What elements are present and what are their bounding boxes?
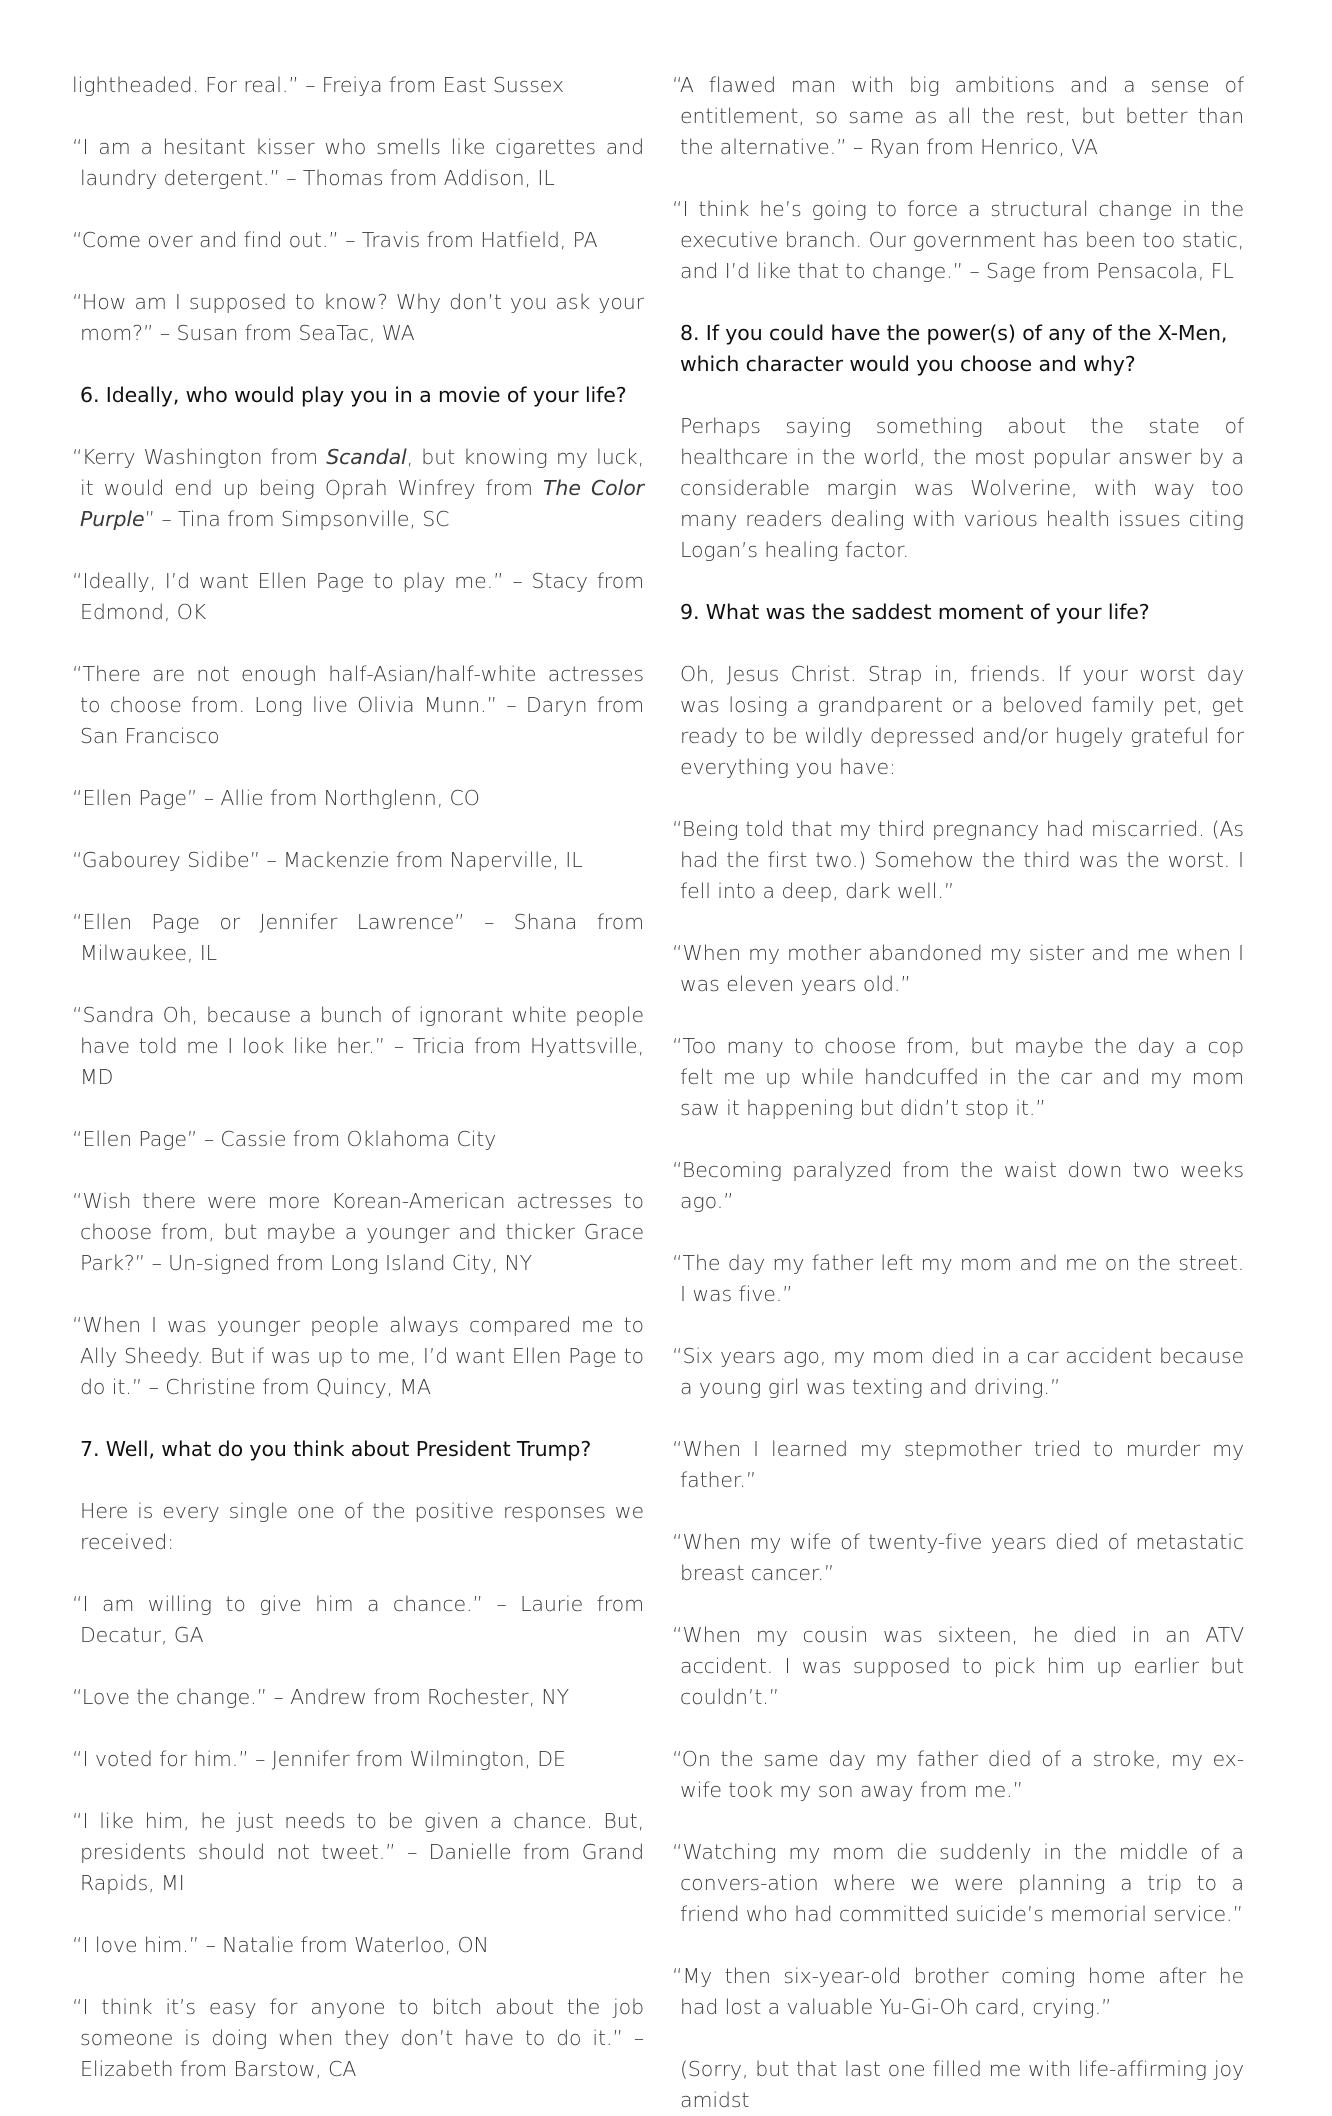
question-6-heading: 6. Ideally, who would play you in a movie of your life?: [80, 383, 627, 407]
quote-yugioh: “My then six-year-old brother coming home after he had lost a valuable Yu-Gi-Oh card, crying.”: [672, 1964, 1244, 2019]
quote-car-accident: “Six years ago, my mom died in a car accident because a young girl was texting and driving.”: [672, 1344, 1244, 1399]
quote-miscarriage: “Being told that my third pregnancy had miscarried. (As had the first two.) Somehow the third was the worst. I fell into a deep, dark well.”: [672, 817, 1244, 903]
quote-shana: “Ellen Page or Jennifer Lawrence” – Shana from Milwaukee, IL: [72, 910, 644, 965]
quote-allie: “Ellen Page” – Allie from Northglenn, CO: [72, 786, 480, 810]
quote-natalie: “I love him.” – Natalie from Waterloo, ON: [72, 1933, 489, 1957]
quote-tina: [72, 442, 644, 535]
quote-travis: “Come over and find out.” – Travis from Hatfield, PA: [72, 228, 598, 252]
quote-sage: “I think he’s going to force a structural change in the executive branch. Our government has been too static, and I’d like that to change.” – Sage from Pensacola, FL: [672, 197, 1244, 283]
quote-danielle: “I like him, he just needs to be given a chance. But, presidents should not tweet.” – Danielle from Grand Rapids, MI: [72, 1809, 644, 1895]
quote-tricia: “Sandra Oh, because a bunch of ignorant white people have told me I look like her.” – Tricia from Hyattsville, MD: [72, 1003, 644, 1089]
question-8-heading: 8. If you could have the power(s) of any of the X-Men, which character would you choose and why?: [680, 321, 1228, 376]
left-column: [72, 70, 644, 2085]
quote-wife-cancer: “When my wife of twenty-five years died of metastatic breast cancer.”: [672, 1530, 1244, 1585]
quote-susan: “How am I supposed to know? Why don’t you ask your mom?” – Susan from SeaTac, WA: [72, 290, 644, 345]
quote-andrew: “Love the change.” – Andrew from Rochester, NY: [72, 1685, 570, 1709]
quote-unsigned: “Wish there were more Korean-American actresses to choose from, but maybe a younger and thicker Grace Park?” – Un-signed from Long Island City, NY: [72, 1189, 644, 1275]
quote-christine: “When I was younger people always compared me to Ally Sheedy. But if was up to me, I’d want Ellen Page to do it.” – Christine from Quincy, MA: [72, 1313, 644, 1399]
question-9-intro: Oh, Jesus Christ. Strap in, friends. If your worst day was losing a grandparent or a beloved family pet, get ready to be wildly depressed and/or hugely grateful for everything you have:: [680, 662, 1244, 779]
quote-tina-part-3: ” – Tina from Simpsonville, SC: [144, 507, 450, 531]
quote-abandoned: “When my mother abandoned my sister and me when I was eleven years old.”: [672, 941, 1244, 996]
quote-tina-part-2: , but knowing my luck, it would end up being Oprah Winfrey from: [80, 445, 644, 500]
quote-stacy: “Ideally, I’d want Ellen Page to play me.” – Stacy from Edmond, OK: [72, 569, 644, 624]
quote-mom-conversation: “Watching my mom die suddenly in the middle of a convers-ation where we were planning a trip to a friend who had committed suicide’s memorial service.”: [672, 1840, 1244, 1926]
quote-elizabeth: “I think it’s easy for anyone to bitch about the job someone is doing when they don’t have to do it.” – Elizabeth from Barstow, CA: [72, 1995, 644, 2081]
question-9-heading: 9. What was the saddest moment of your life?: [680, 600, 1150, 624]
quote-ryan: “A flawed man with big ambitions and a sense of entitlement, so same as all the rest, but better than the alternative.” – Ryan from Henrico, VA: [672, 73, 1244, 159]
quote-cousin-atv: “When my cousin was sixteen, he died in an ATV accident. I was supposed to pick him up earlier but couldn’t.”: [672, 1623, 1244, 1709]
question-8-answer: Perhaps saying something about the state of healthcare in the world, the most popular answer by a considerable margin was Wolverine, with way too many readers dealing with various health issues citing Logan’s healing factor.: [680, 414, 1244, 562]
quote-tina-title-color-purple: The Color Purple: [80, 476, 644, 531]
quote-father-left: “The day my father left my mom and me on the street. I was five.”: [672, 1251, 1244, 1306]
quote-paralyzed: “Becoming paralyzed from the waist down two weeks ago.”: [672, 1158, 1244, 1213]
quote-stepmother: “When I learned my stepmother tried to murder my father.”: [672, 1437, 1244, 1492]
quote-cassie: “Ellen Page” – Cassie from Oklahoma City: [72, 1127, 497, 1151]
quote-mackenzie: “Gabourey Sidibe” – Mackenzie from Naperville, IL: [72, 848, 583, 872]
quote-cop: “Too many to choose from, but maybe the day a cop felt me up while handcuffed in the car and my mom saw it happening but didn’t stop it.”: [672, 1034, 1244, 1120]
editorial-aside: (Sorry, but that last one filled me with life-affirming joy amidst: [680, 2057, 1244, 2112]
question-7-intro: Here is every single one of the positive responses we received:: [80, 1499, 644, 1554]
right-column: [672, 70, 1244, 2116]
quote-laurie: “I am willing to give him a chance.” – Laurie from Decatur, GA: [72, 1592, 644, 1647]
quote-freiya: lightheaded. For real.” – Freiya from East Sussex: [72, 73, 564, 97]
quote-stroke: “On the same day my father died of a stroke, my ex-wife took my son away from me.”: [672, 1747, 1244, 1802]
quote-jennifer: “I voted for him.” – Jennifer from Wilmington, DE: [72, 1747, 566, 1771]
quote-tina-part-1: “Kerry Washington from: [72, 445, 327, 469]
quote-daryn: “There are not enough half-Asian/half-white actresses to choose from. Long live Olivia Munn.” – Daryn from San Francisco: [72, 662, 644, 748]
quote-tina-title-scandal: Scandal: [326, 445, 407, 469]
quote-thomas: “I am a hesitant kisser who smells like cigarettes and laundry detergent.” – Thomas from Addison, IL: [72, 135, 644, 190]
question-7-heading: 7. Well, what do you think about President Trump?: [80, 1437, 592, 1461]
